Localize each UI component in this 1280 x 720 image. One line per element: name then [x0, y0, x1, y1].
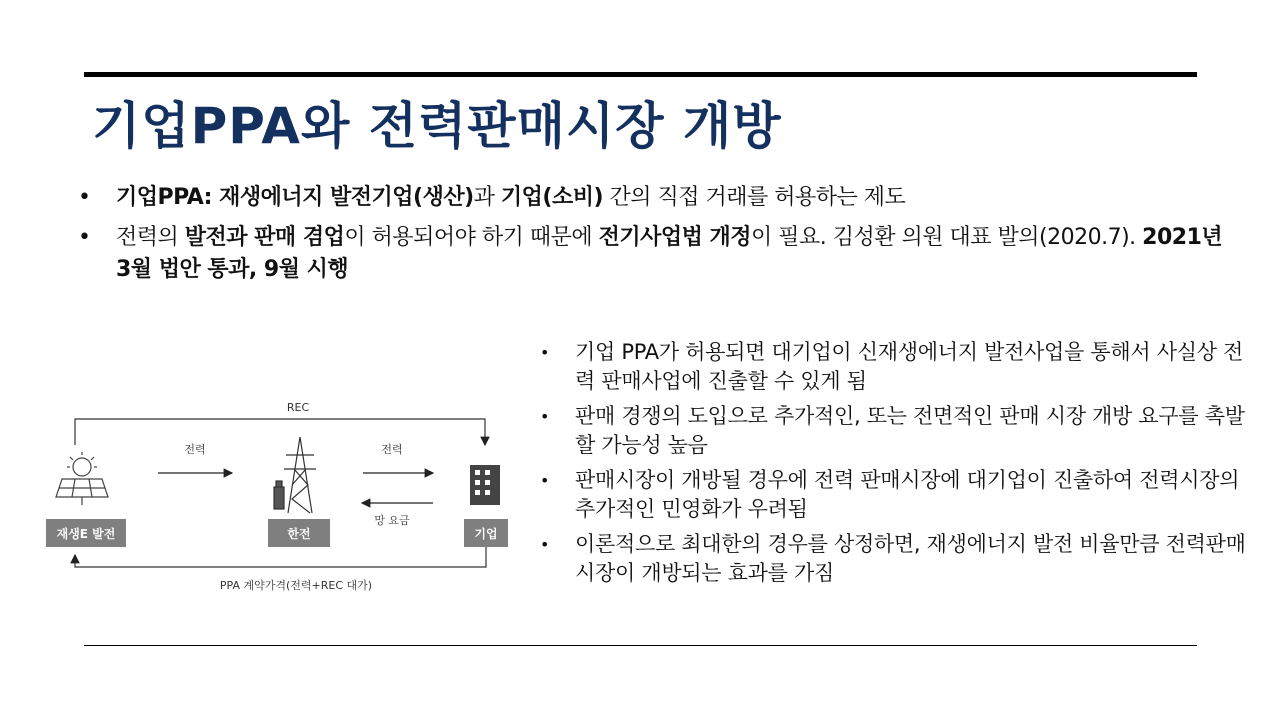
bullet-1-text-3: 기업(소비): [500, 185, 604, 210]
ppa-contract-label: PPA 계약가격(전력+REC 대가): [219, 579, 373, 592]
bullet-item-2: [78, 222, 1228, 286]
power-label-1: 전력: [184, 443, 206, 456]
bullet-1-text-1: 기업PPA: 재생에너지 발전기업(생산): [116, 185, 474, 210]
bullet-1-text-2: 과: [473, 185, 501, 210]
power-label-2: 전력: [381, 443, 403, 456]
bullet-1-text-4: 간의 직접 거래를 허용하는 제도: [603, 185, 906, 210]
right-bullet-3: • 판매시장이 개방될 경우에 전력 판매시장에 대기업이 진출하여 전력시장의 추가적인 민영화가 우려됨: [540, 466, 1260, 524]
right-bullet-1: • 기업 PPA가 허용되면 대기업이 신재생에너지 발전사업을 통해서 사실상 전력 판매사업에 진출할 수 있게 됨: [540, 338, 1260, 396]
page-title: 기업PPA와 전력판매시장 개방: [92, 97, 782, 155]
node-kepco-label: 한전: [287, 527, 311, 541]
transmission-tower-icon: [274, 437, 316, 513]
bottom-rule: [84, 645, 1197, 646]
bullet-2-text-3: 이 허용되어야 하기 때문에: [344, 225, 599, 250]
rec-flow-line: [75, 419, 485, 445]
ppa-flow-diagram: [40, 395, 530, 605]
node-company-label: 기업: [474, 527, 498, 541]
bullet-2-text-2: 발전과 판매 겸업: [184, 225, 345, 250]
bullet-2-text-5: 이 필요. 김성환 의원 대표 발의(2020.7).: [751, 225, 1143, 250]
node-generator-label: 재생E 발전: [56, 527, 116, 541]
rec-label: REC: [286, 401, 310, 414]
main-bullet-list: [78, 182, 1228, 294]
right-bullet-2: • 판매 경쟁의 도입으로 추가적인, 또는 전면적인 판매 시장 개방 요구를 촉발할 가능성 높음: [540, 402, 1260, 460]
building-icon: [470, 465, 500, 505]
bullet-item-1: [78, 182, 1228, 214]
right-bullet-4: • 이론적으로 최대한의 경우를 상정하면, 재생에너지 발전 비율만큼 전력판매시장이 개방되는 효과를 가짐: [540, 530, 1260, 588]
bullet-2-text-4: 전기사업법 개정: [598, 225, 752, 250]
bullet-2-text-1: 전력의: [116, 225, 185, 250]
ppa-payment-line: [75, 547, 486, 567]
grid-fee-label: 망 요금: [374, 514, 410, 527]
solar-panel-icon: [56, 452, 108, 505]
right-bullet-list: [540, 338, 1260, 594]
top-rule: [84, 72, 1197, 77]
bullet-2-text-6: 2021년 3월 법안 통과, 9월 시행: [116, 225, 1223, 282]
